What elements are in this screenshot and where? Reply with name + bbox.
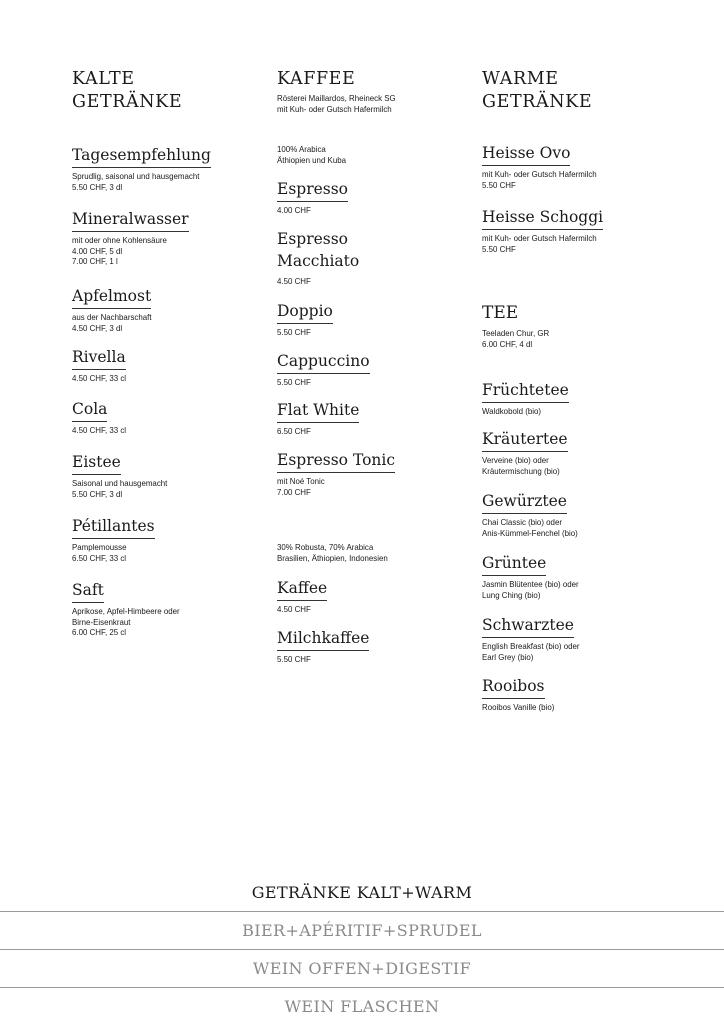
menu-item (72, 451, 176, 499)
item-name: Rivella (72, 346, 126, 370)
menu-item (482, 206, 607, 254)
item-name: Rooibos (482, 675, 545, 699)
item-name: Heisse Ovo (482, 142, 570, 166)
item-description: Verveine (bio) oder Kräutermischung (bio) (482, 455, 560, 476)
item-description: Jasmin Blütentee (bio) oder Lung Ching (bio) (482, 579, 579, 600)
menu-item (277, 577, 327, 615)
item-name: Schwarztee (482, 614, 574, 638)
column-kaffee (277, 68, 477, 664)
menu-item (482, 302, 555, 349)
item-name: TEE (482, 303, 519, 323)
item-name: Kaffee (277, 577, 327, 601)
menu-item (72, 208, 189, 267)
section-heading: WARME GETRÄNKE (482, 69, 593, 112)
menu-item (72, 579, 189, 638)
item-name: Gewürztee (482, 490, 567, 514)
item-description: 6.50 CHF (277, 426, 311, 436)
nav-getraenke-kalt-warm[interactable]: GETRÄNKE KALT+WARM (0, 874, 724, 912)
menu-item (277, 228, 359, 287)
column-kalte-getraenke (72, 68, 272, 637)
item-description: English Breakfast (bio) oder Earl Grey (bio) (482, 641, 580, 662)
menu-item (72, 398, 131, 436)
blend-note: 100% Arabica Äthiopien und Kuba (277, 144, 347, 165)
item-name: Eistee (72, 451, 121, 475)
item-name: Flat White (277, 399, 359, 423)
item-description: Teeladen Chur, GR 6.00 CHF, 4 dl (482, 328, 550, 349)
item-description: Waldkobold (bio) (482, 406, 542, 416)
menu-item (72, 346, 131, 384)
menu-item (72, 144, 211, 192)
menu-item (482, 428, 568, 476)
item-description: 4.50 CHF, 33 cl (72, 373, 127, 383)
item-description: Aprikose, Apfel-Himbeere oder Birne-Eisenkraut 6.00 CHF, 25 cl (72, 606, 180, 637)
item-name: Cappuccino (277, 350, 370, 374)
item-description: mit oder ohne Kohlensäure 4.00 CHF, 5 dl 7.00 CHF, 1 l (72, 235, 167, 266)
menu-item (482, 142, 607, 190)
item-description: Sprudlig, saisonal und hausgemacht 5.50 CHF, 3 dl (72, 171, 200, 192)
nav-wein-flaschen[interactable]: WEIN FLASCHEN (284, 997, 440, 1016)
item-description: Pamplemousse 6.50 CHF, 33 cl (72, 542, 127, 563)
item-name: Grüntee (482, 552, 546, 576)
item-description: aus der Nachbarschaft 4.50 CHF, 3 dl (72, 312, 152, 333)
menu-item (482, 675, 561, 713)
item-description: 4.50 CHF (277, 276, 311, 286)
menu-item (72, 285, 158, 333)
item-name: Saft (72, 579, 104, 603)
item-description: Rooibos Vanille (bio) (482, 702, 555, 712)
menu-item (277, 300, 333, 338)
item-name: Mineralwasser (72, 208, 189, 232)
menu-category-nav (0, 874, 724, 1025)
menu-item (277, 399, 359, 437)
menu-item (482, 490, 586, 538)
item-name: Espresso Tonic (277, 449, 395, 473)
column-warme-getraenke (482, 68, 682, 712)
section-subheading: Rösterei Maillardos, Rheineck SG mit Kuh- oder Gutsch Hafermilch (277, 93, 396, 114)
menu-item (277, 627, 369, 665)
item-description: Chai Classic (bio) oder Anis-Kümmel-Fenchel (bio) (482, 517, 578, 538)
item-name: Espresso (277, 178, 348, 202)
item-description: 5.50 CHF (277, 327, 311, 337)
section-heading: KAFFEE (277, 69, 356, 89)
menu-item (277, 350, 370, 388)
item-description: mit Kuh- oder Gutsch Hafermilch 5.50 CHF (482, 233, 597, 254)
blend-note: 30% Robusta, 70% Arabica Brasilien, Äthiopien, Indonesien (277, 542, 388, 563)
menu-item (482, 552, 587, 600)
item-name: Espresso Macchiato (277, 230, 360, 270)
item-description: mit Kuh- oder Gutsch Hafermilch 5.50 CHF (482, 169, 597, 190)
section-heading: KALTE GETRÄNKE (72, 69, 183, 112)
item-description: 5.50 CHF (277, 377, 311, 387)
item-description: Saisonal und hausgemacht 5.50 CHF, 3 dl (72, 478, 168, 499)
menu-item (72, 515, 155, 563)
item-description: 4.50 CHF (277, 604, 311, 614)
item-name: Kräutertee (482, 428, 568, 452)
menu-item (482, 379, 569, 417)
nav-bier-aperitif-sprudel[interactable]: BIER+APÉRITIF+SPRUDEL (0, 912, 724, 950)
nav-wein-offen-digestif[interactable]: WEIN OFFEN+DIGESTIF (0, 950, 724, 988)
item-name: Heisse Schoggi (482, 206, 603, 230)
item-description: 4.50 CHF, 33 cl (72, 425, 127, 435)
item-name: Apfelmost (72, 285, 151, 309)
item-description: 5.50 CHF (277, 654, 311, 664)
item-name: Milchkaffee (277, 627, 369, 651)
item-name: Früchtetee (482, 379, 569, 403)
menu-item (482, 614, 588, 662)
item-description: mit Noé Tonic 7.00 CHF (277, 476, 325, 497)
item-description: 4.00 CHF (277, 205, 311, 215)
menu-item (277, 449, 395, 497)
item-name: Pétillantes (72, 515, 155, 539)
item-name: Doppio (277, 300, 333, 324)
item-name: Tagesempfehlung (72, 144, 211, 168)
item-name: Cola (72, 398, 107, 422)
menu-item (277, 178, 348, 216)
